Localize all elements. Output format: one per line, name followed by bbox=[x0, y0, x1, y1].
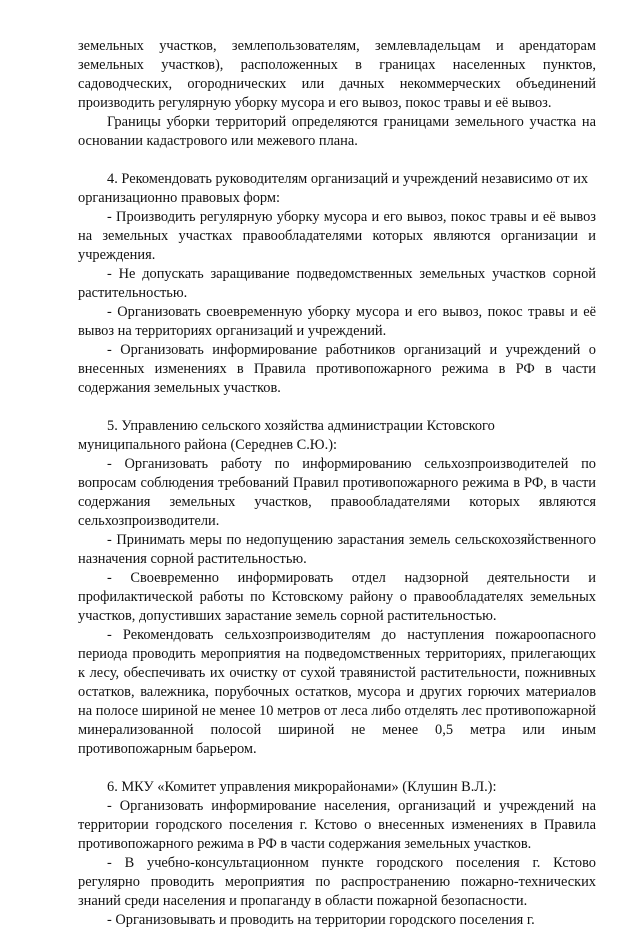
section-4-item: - Организовать информирование работников организаций и учреждений о внесенных изменениях в Правила противопожарного режима в РФ в части содержания земельных участков. bbox=[78, 342, 596, 396]
section-6-item: - Организовывать и проводить на территории городского поселения г. bbox=[107, 912, 535, 928]
section-5-heading: 5. Управлению сельского хозяйства администрации Кстовского муниципального района (Середнев С.Ю.): bbox=[78, 418, 495, 453]
section-5-item: - Своевременно информировать отдел надзорной деятельности и профилактической работы по Кстовскому району о правообладателях земельных участков, допустивших зарастание земель сорной растительностью. bbox=[78, 570, 596, 624]
section-5-item: - Организовать работу по информированию сельхозпроизводителей по вопросам соблюдения требований Правил противопожарного режима в РФ, в части содержания земельных участков, правообладателями которых являются сельхозпроизводители. bbox=[78, 456, 596, 529]
section-6-item: - В учебно-консультационном пункте городского поселения г. Кстово регулярно проводить мероприятия по распространению пожарно-технических знаний среди населения и пропаганду в области пожарной безопасности. bbox=[78, 855, 596, 909]
section-6-heading: 6. МКУ «Комитет управления микрорайонами» (Клушин В.Л.): bbox=[107, 779, 497, 795]
section-4-item: - Не допускать заращивание подведомственных земельных участков сорной растительностью. bbox=[78, 266, 596, 301]
section-4-item: - Организовать своевременную уборку мусора и его вывоз, покос травы и её вывоз на территориях организаций и учреждений. bbox=[78, 304, 596, 339]
spacer bbox=[78, 759, 596, 778]
section-4-item: - Производить регулярную уборку мусора и его вывоз, покос травы и её вывоз на земельных участках правообладателями которых являются организации и учреждения. bbox=[78, 209, 596, 263]
spacer bbox=[78, 398, 596, 417]
section-4-heading: 4. Рекомендовать руководителям организаций и учреждений независимо от их организационно правовых форм: bbox=[78, 171, 589, 206]
intro-paragraph: земельных участков, землепользователям, землевладельцам и арендаторам земельных участков), расположенных в границах населенных пунктов, садоводческих, огороднических или дачных некоммерческих объединений производить регулярную уборку мусора и его вывоз, покос травы и её вывоз. bbox=[78, 38, 596, 111]
section-6-item: - Организовать информирование населения, организаций и учреждений на территории городского поселения г. Кстово о внесенных изменениях в Правила противопожарного режима в РФ в части содержания земельных участков. bbox=[78, 798, 596, 852]
spacer bbox=[78, 151, 596, 170]
section-5-item: - Рекомендовать сельхозпроизводителям до наступления пожароопасного периода проводить мероприятия на подведомственных территориях, прилегающих к лесу, обеспечивать их очистку от сухой травянистой растительности, пожнивных остатков, валежника, порубочных остатков, мусора и других горючих материалов на полосе шириной не менее 10 метров от леса либо отделять лес противопожарной минерализованной полосой шириной не менее 0,5 метра или иным противопожарным барьером. bbox=[78, 627, 596, 757]
borders-paragraph: Границы уборки территорий определяются границами земельного участка на основании кадастрового или межевого плана. bbox=[78, 114, 596, 149]
section-5-item: - Принимать меры по недопущению зарастания земель сельскохозяйственного назначения сорной растительностью. bbox=[78, 532, 596, 567]
